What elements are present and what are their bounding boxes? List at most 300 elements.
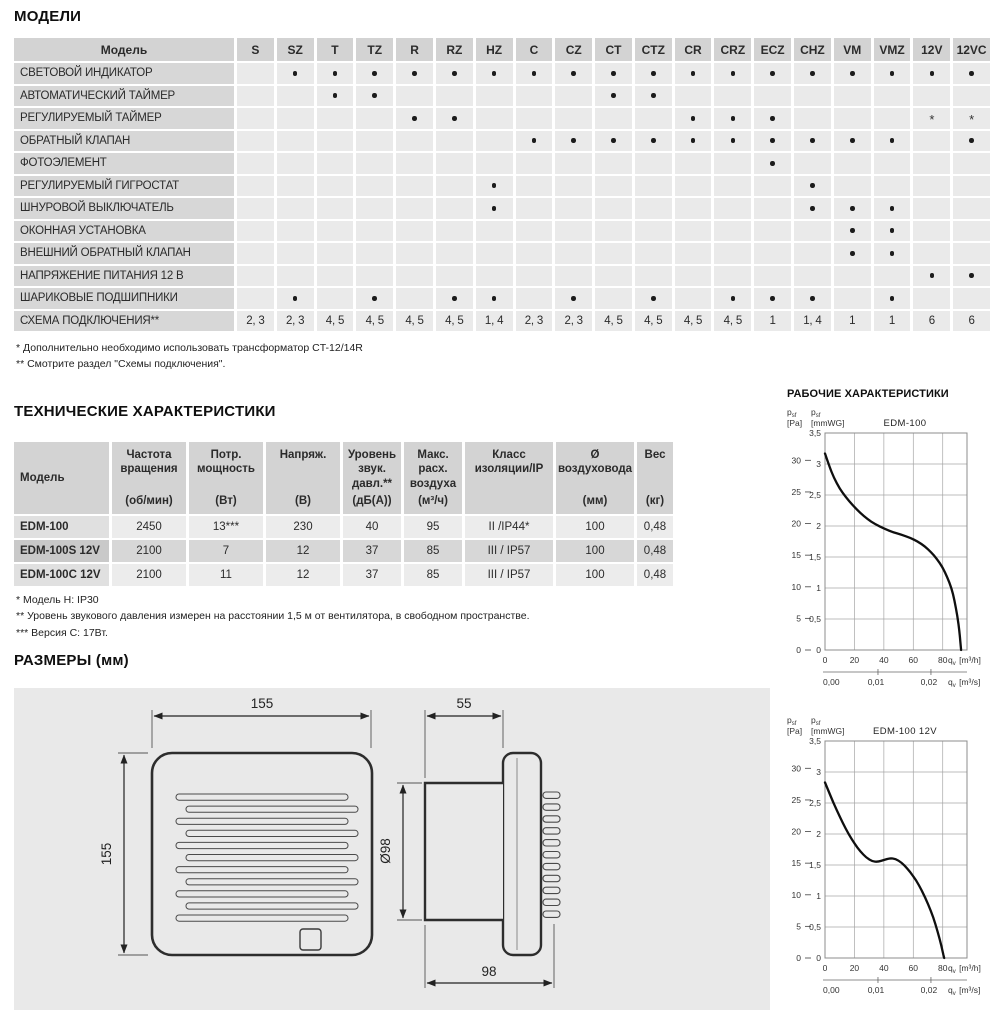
matrix-cell (516, 63, 553, 84)
tech-header-cell (465, 442, 553, 514)
matrix-cell (913, 176, 950, 197)
fan-curve (825, 454, 961, 651)
matrix-cell (834, 266, 871, 287)
matrix-cell (953, 243, 990, 264)
dims-heading: РАЗМЕРЫ (мм) (14, 652, 129, 669)
feature-dot (969, 273, 974, 278)
matrix-cell (874, 86, 911, 107)
matrix-cell (595, 288, 632, 309)
tech-footnotes (16, 592, 530, 641)
tech-value-cell: 13*** (189, 516, 263, 538)
feature-dot (372, 93, 377, 98)
matrix-cell (555, 131, 592, 152)
matrix-cell (396, 153, 433, 174)
matrix-cell (317, 86, 354, 107)
matrix-cell (396, 86, 433, 107)
matrix-cell (356, 176, 393, 197)
matrix-cell (635, 288, 672, 309)
tech-value-cell: 40 (343, 516, 401, 538)
feature-dot (412, 71, 417, 76)
matrix-cell (635, 153, 672, 174)
svg-text:10: 10 (791, 889, 801, 900)
matrix-cell (714, 153, 751, 174)
svg-text:40: 40 (879, 963, 889, 973)
svg-text:0: 0 (816, 645, 821, 655)
feature-dot (452, 71, 457, 76)
matrix-cell (714, 108, 751, 129)
feature-dot (691, 138, 696, 143)
matrix-cell (555, 288, 592, 309)
matrix-cell: 4, 5 (714, 311, 751, 332)
performance-chart-svg (785, 704, 1000, 1014)
svg-text:0: 0 (796, 645, 801, 655)
svg-text:qv [m³/s]: $q_v$ [m³/s] (948, 985, 981, 997)
matrix-cell (754, 266, 791, 287)
svg-text:3: 3 (816, 767, 821, 777)
feature-dot (651, 71, 656, 76)
svg-text:2,5: 2,5 (809, 798, 821, 808)
tech-header-unit: (Вт) (215, 494, 237, 507)
tech-header-unit: (кг) (645, 494, 665, 507)
dim-total-depth: 98 (481, 964, 497, 979)
matrix-cell (317, 198, 354, 219)
tech-header-title: Уровень звук. давл.** (347, 449, 397, 490)
models-footnotes (16, 340, 363, 373)
feature-dot (611, 138, 616, 143)
svg-text:0,02: 0,02 (920, 677, 938, 687)
matrix-cell (953, 153, 990, 174)
matrix-cell (555, 221, 592, 242)
svg-text:15: 15 (791, 858, 801, 869)
feature-dot (492, 71, 497, 76)
matrix-cell (714, 63, 751, 84)
grille-louvers (176, 794, 358, 921)
matrix-cell (317, 243, 354, 264)
feature-dot (850, 251, 855, 256)
matrix-row-label: СХЕМА ПОДКЛЮЧЕНИЯ** (14, 311, 234, 332)
tech-value-cell: 12 (266, 540, 340, 562)
matrix-cell (436, 108, 473, 129)
matrix-cell (595, 153, 632, 174)
matrix-cell (436, 221, 473, 242)
matrix-header-ct: CT (595, 38, 632, 61)
tech-header-cell (266, 442, 340, 514)
feature-dot (810, 138, 815, 143)
matrix-cell (396, 243, 433, 264)
matrix-header-model: Модель (14, 38, 234, 61)
matrix-cell (317, 288, 354, 309)
matrix-header-c: C (516, 38, 553, 61)
matrix-cell (237, 108, 274, 129)
matrix-cell (516, 108, 553, 129)
matrix-cell (953, 176, 990, 197)
matrix-row-label: РЕГУЛИРУЕМЫЙ ТАЙМЕР (14, 108, 234, 129)
matrix-row-label: СВЕТОВОЙ ИНДИКАТОР (14, 63, 234, 84)
svg-text:80: 80 (937, 963, 948, 973)
matrix-cell (834, 221, 871, 242)
tech-value-cell: 2450 (112, 516, 186, 538)
matrix-header-sz: SZ (277, 38, 314, 61)
matrix-cell (356, 131, 393, 152)
matrix-row-label: НАПРЯЖЕНИЕ ПИТАНИЯ 12 В (14, 266, 234, 287)
matrix-cell (237, 153, 274, 174)
matrix-cell (635, 63, 672, 84)
svg-text:0,5: 0,5 (809, 922, 821, 932)
matrix-cell (595, 86, 632, 107)
matrix-cell: 4, 5 (396, 311, 433, 332)
matrix-cell: 6 (953, 311, 990, 332)
matrix-row-label: ВНЕШНИЙ ОБРАТНЫЙ КЛАПАН (14, 243, 234, 264)
tech-header-cell (343, 442, 401, 514)
models-heading: МОДЕЛИ (14, 8, 82, 25)
feature-dot (890, 251, 895, 256)
matrix-cell (794, 198, 831, 219)
svg-text:qv [m³/h]: $q_v$ [m³/h] (948, 963, 981, 975)
matrix-cell: 1 (874, 311, 911, 332)
matrix-cell (277, 86, 314, 107)
matrix-cell (794, 288, 831, 309)
footnote-line: *** Версия C: 17Вт. (16, 626, 108, 639)
performance-chart-edm100 (785, 396, 1000, 706)
matrix-cell (277, 266, 314, 287)
models-feature-table (14, 38, 990, 331)
matrix-cell: 4, 5 (675, 311, 712, 332)
matrix-cell (396, 198, 433, 219)
footnote-line: * Дополнительно необходимо использовать трансформатор CT-12/14R (16, 342, 363, 354)
matrix-cell (476, 108, 513, 129)
matrix-cell (794, 243, 831, 264)
svg-text:30: 30 (791, 455, 801, 466)
matrix-cell (237, 198, 274, 219)
tech-header-title: Класс изоляции/IP (474, 449, 544, 476)
feature-dot (731, 138, 736, 143)
matrix-cell (834, 176, 871, 197)
feature-dot (293, 71, 298, 76)
matrix-cell (516, 198, 553, 219)
feature-dot (731, 116, 736, 121)
matrix-cell (635, 243, 672, 264)
matrix-cell (356, 266, 393, 287)
matrix-cell (356, 221, 393, 242)
feature-dot (810, 296, 815, 301)
matrix-cell (635, 221, 672, 242)
svg-text:psf: $p_{sf}$ (811, 407, 821, 419)
tech-value-cell: III / IP57 (465, 564, 553, 586)
matrix-cell (237, 176, 274, 197)
feature-dot (691, 71, 696, 76)
matrix-cell (874, 288, 911, 309)
matrix-cell (675, 176, 712, 197)
matrix-cell (555, 86, 592, 107)
matrix-cell (834, 108, 871, 129)
matrix-cell (356, 198, 393, 219)
dimensions-drawing (14, 688, 770, 1010)
svg-text:2: 2 (816, 829, 821, 839)
feature-dot (611, 93, 616, 98)
feature-dot (810, 183, 815, 188)
matrix-cell (237, 288, 274, 309)
matrix-cell (953, 288, 990, 309)
matrix-cell (317, 153, 354, 174)
matrix-cell (356, 63, 393, 84)
matrix-cell (675, 288, 712, 309)
feature-dot (770, 161, 775, 166)
matrix-cell (953, 63, 990, 84)
matrix-cell (675, 153, 712, 174)
svg-text:25: 25 (791, 486, 801, 497)
tech-value-cell: 0,48 (637, 564, 673, 586)
matrix-header-vm: VM (834, 38, 871, 61)
feature-dot (412, 116, 417, 121)
matrix-cell: 1, 4 (476, 311, 513, 332)
feature-dot (452, 116, 457, 121)
matrix-cell: 1 (754, 311, 791, 332)
matrix-cell (953, 108, 990, 129)
matrix-cell (913, 266, 950, 287)
matrix-cell (754, 243, 791, 264)
matrix-cell: 1, 4 (794, 311, 831, 332)
performance-chart-svg (785, 396, 1000, 706)
fan-curve (825, 783, 944, 959)
matrix-cell (476, 86, 513, 107)
matrix-cell (595, 176, 632, 197)
matrix-cell (913, 86, 950, 107)
svg-text:0: 0 (816, 953, 821, 963)
tech-header-cell (189, 442, 263, 514)
feature-dot (651, 93, 656, 98)
matrix-cell (913, 153, 950, 174)
feature-dot (770, 116, 775, 121)
matrix-cell (874, 266, 911, 287)
matrix-cell (834, 153, 871, 174)
tech-value-cell: 37 (343, 564, 401, 586)
matrix-cell (356, 243, 393, 264)
matrix-cell (317, 108, 354, 129)
tech-value-cell: 85 (404, 564, 462, 586)
matrix-cell (436, 131, 473, 152)
matrix-cell (436, 288, 473, 309)
tech-value-cell: II /IP44* (465, 516, 553, 538)
dimensions-drawing-svg (14, 688, 770, 1010)
matrix-cell (476, 63, 513, 84)
feature-dot (651, 138, 656, 143)
tech-header-title: Потр. мощность (197, 449, 255, 476)
matrix-cell (516, 86, 553, 107)
feature-dot (492, 296, 497, 301)
matrix-header-t: T (317, 38, 354, 61)
tech-header-cell (404, 442, 462, 514)
matrix-cell (436, 266, 473, 287)
matrix-cell (555, 198, 592, 219)
tech-value-cell: 230 (266, 516, 340, 538)
tech-header-unit: (дБ(А)) (352, 494, 392, 507)
performance-heading: РАБОЧИЕ ХАРАКТЕРИСТИКИ (787, 388, 949, 400)
matrix-cell (754, 86, 791, 107)
tech-value-cell: 100 (556, 564, 634, 586)
matrix-cell (516, 131, 553, 152)
footnote-line: * Модель H: IP30 (16, 594, 99, 606)
matrix-cell (794, 86, 831, 107)
svg-text:60: 60 (908, 963, 919, 973)
svg-text:20: 20 (791, 826, 801, 837)
svg-text:qv [m³/h]: $q_v$ [m³/h] (948, 655, 981, 667)
svg-text:20: 20 (849, 963, 860, 973)
matrix-cell: 2, 3 (516, 311, 553, 332)
tech-value-cell: 11 (189, 564, 263, 586)
feature-dot (571, 71, 576, 76)
svg-text:0,00: 0,00 (823, 677, 840, 687)
matrix-cell (317, 176, 354, 197)
matrix-cell (555, 266, 592, 287)
matrix-header-tz: TZ (356, 38, 393, 61)
svg-text:0,00: 0,00 (823, 985, 840, 995)
matrix-cell (555, 176, 592, 197)
feature-dot (492, 183, 497, 188)
matrix-cell (834, 288, 871, 309)
matrix-header-ecz: ECZ (754, 38, 791, 61)
matrix-cell (754, 221, 791, 242)
matrix-cell (356, 153, 393, 174)
matrix-cell (595, 63, 632, 84)
feature-dot (890, 138, 895, 143)
matrix-cell (754, 131, 791, 152)
tech-value-cell: 2100 (112, 540, 186, 562)
matrix-cell (595, 131, 632, 152)
matrix-cell (874, 243, 911, 264)
matrix-cell (714, 198, 751, 219)
matrix-cell (436, 86, 473, 107)
feature-dot (770, 138, 775, 143)
matrix-cell (953, 221, 990, 242)
matrix-header-rz: RZ (436, 38, 473, 61)
tech-value-cell: 2100 (112, 564, 186, 586)
tech-header-title: Частота вращения (120, 449, 178, 476)
svg-text:0,02: 0,02 (920, 985, 938, 995)
feature-dot (651, 296, 656, 301)
matrix-cell (436, 243, 473, 264)
feature-dot (930, 71, 935, 76)
tech-header-unit: (м³/ч) (418, 494, 448, 507)
svg-text:30: 30 (791, 763, 801, 774)
feature-dot (850, 138, 855, 143)
matrix-cell (237, 86, 274, 107)
matrix-cell (874, 198, 911, 219)
matrix-cell: 4, 5 (595, 311, 632, 332)
svg-text:0,5: 0,5 (809, 614, 821, 624)
svg-text:3: 3 (816, 459, 821, 469)
matrix-cell (277, 288, 314, 309)
matrix-cell (874, 153, 911, 174)
svg-text:[mmWG]: [mmWG] (811, 418, 845, 428)
matrix-cell (356, 108, 393, 129)
feature-dot (532, 138, 537, 143)
matrix-cell (516, 266, 553, 287)
matrix-row-label: АВТОМАТИЧЕСКИЙ ТАЙМЕР (14, 86, 234, 107)
feature-dot (571, 138, 576, 143)
tech-model-cell: EDM-100 (14, 516, 109, 538)
matrix-cell (237, 266, 274, 287)
feature-dot (850, 206, 855, 211)
matrix-header-chz: CHZ (794, 38, 831, 61)
matrix-cell: 4, 5 (356, 311, 393, 332)
feature-dot (532, 71, 537, 76)
matrix-cell (953, 266, 990, 287)
feature-dot (890, 206, 895, 211)
matrix-cell (396, 131, 433, 152)
tech-value-cell: III / IP57 (465, 540, 553, 562)
matrix-cell (953, 198, 990, 219)
matrix-cell (317, 63, 354, 84)
matrix-cell (396, 176, 433, 197)
dim-duct-diameter: Ø98 (378, 838, 393, 864)
matrix-cell (874, 131, 911, 152)
matrix-cell (834, 131, 871, 152)
matrix-cell (874, 108, 911, 129)
matrix-cell (516, 176, 553, 197)
matrix-cell (675, 86, 712, 107)
matrix-cell (874, 221, 911, 242)
feature-dot (492, 206, 497, 211)
matrix-cell (277, 243, 314, 264)
matrix-cell (476, 243, 513, 264)
svg-text:20: 20 (791, 518, 801, 529)
tech-value-cell: 12 (266, 564, 340, 586)
matrix-header-crz: CRZ (714, 38, 751, 61)
matrix-cell (555, 153, 592, 174)
matrix-header-cz: CZ (555, 38, 592, 61)
matrix-cell (675, 198, 712, 219)
matrix-cell (237, 221, 274, 242)
matrix-header-hz: HZ (476, 38, 513, 61)
matrix-cell (834, 86, 871, 107)
matrix-cell (754, 198, 791, 219)
matrix-cell (675, 221, 712, 242)
matrix-cell (834, 63, 871, 84)
tech-header-title: Модель (20, 471, 65, 484)
matrix-cell (714, 131, 751, 152)
matrix-cell (516, 221, 553, 242)
tech-value-cell: 7 (189, 540, 263, 562)
matrix-row-label: ШНУРОВОЙ ВЫКЛЮЧАТЕЛЬ (14, 198, 234, 219)
dim-front-height: 155 (99, 842, 114, 866)
matrix-row-label: РЕГУЛИРУЕМЫЙ ГИГРОСТАТ (14, 176, 234, 197)
matrix-cell (794, 153, 831, 174)
matrix-cell (913, 108, 950, 129)
matrix-cell: 4, 5 (317, 311, 354, 332)
matrix-cell (555, 108, 592, 129)
tech-value-cell: 100 (556, 516, 634, 538)
feature-dot (810, 71, 815, 76)
feature-dot (731, 296, 736, 301)
matrix-cell (476, 198, 513, 219)
matrix-cell (913, 63, 950, 84)
svg-text:[mmWG]: [mmWG] (811, 726, 845, 736)
svg-text:3,5: 3,5 (809, 428, 821, 438)
tech-header-cell (14, 442, 109, 514)
matrix-cell (754, 108, 791, 129)
matrix-cell (277, 153, 314, 174)
matrix-cell (635, 131, 672, 152)
matrix-cell (794, 63, 831, 84)
matrix-cell (237, 243, 274, 264)
matrix-cell (476, 221, 513, 242)
svg-text:0,01: 0,01 (867, 677, 885, 687)
tech-header-title: Вес (644, 449, 666, 461)
matrix-header-12v: 12V (913, 38, 950, 61)
matrix-cell (754, 63, 791, 84)
feature-dot (293, 296, 298, 301)
matrix-cell (913, 131, 950, 152)
